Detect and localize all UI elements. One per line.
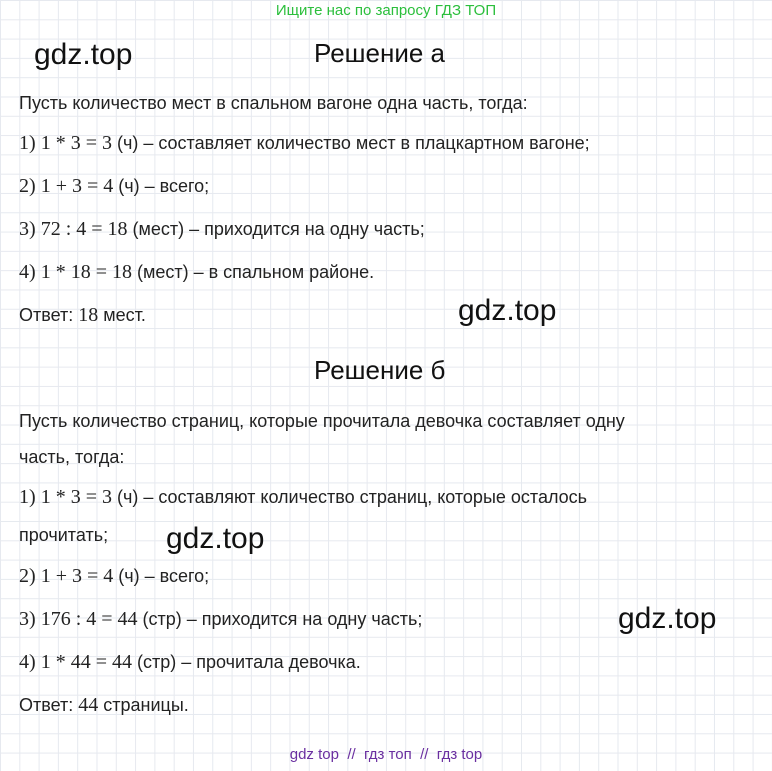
watermark: gdz.top [34, 38, 133, 71]
step-text: (ч) – всего; [113, 176, 210, 196]
section-a-step-4 [19, 261, 374, 283]
step-expression: 1 * 3 = 3 [40, 486, 112, 508]
watermark: gdz.top [458, 294, 557, 327]
section-b-intro-line-1: Пусть количество страниц, которые прочитала девочка составляет одну [19, 411, 625, 431]
step-expression: 176 : 4 = 44 [40, 608, 138, 630]
step-text: (стр) – прочитала девочка. [131, 652, 361, 672]
section-b-step-3 [19, 608, 422, 630]
step-expression: 1 * 18 = 18 [40, 261, 132, 283]
answer-value: 18 [78, 304, 99, 326]
section-a-step-2 [19, 175, 209, 197]
section-a-answer [19, 304, 146, 326]
footer-item: гдз топ [364, 746, 412, 763]
step-number: 2) [19, 175, 36, 197]
footer-separator: // [420, 746, 429, 763]
top-banner: Ищите нас по запросу ГДЗ ТОП [275, 2, 497, 19]
step-expression: 1 * 3 = 3 [40, 132, 112, 154]
step-number: 4) [19, 651, 36, 673]
step-expression: 72 : 4 = 18 [40, 218, 128, 240]
answer-label: Ответ: [19, 695, 79, 715]
step-text: (ч) – составляет количество мест в плацкартном вагоне; [111, 133, 590, 153]
footer-item: gdz top [289, 746, 339, 763]
section-a-step-3 [19, 218, 425, 240]
step-expression: 1 + 3 = 4 [40, 565, 114, 587]
section-b-step-2 [19, 565, 209, 587]
footer-separator: // [347, 746, 356, 763]
answer-unit: страницы. [98, 695, 189, 715]
step-number: 2) [19, 565, 36, 587]
step-number: 3) [19, 608, 36, 630]
answer-unit: мест. [98, 305, 146, 325]
answer-value: 44 [78, 694, 99, 716]
footer-item: гдз top [436, 746, 483, 763]
step-text: (мест) – в спальном районе. [131, 262, 375, 282]
watermark: gdz.top [618, 602, 717, 635]
step-text: (ч) – составляют количество страниц, которые осталось [111, 487, 588, 507]
section-b-step-1-continuation: прочитать; [19, 525, 109, 545]
step-text: (стр) – приходится на одну часть; [137, 609, 423, 629]
section-b-step-1 [19, 486, 587, 508]
step-number: 1) [19, 486, 36, 508]
step-number: 1) [19, 132, 36, 154]
step-expression: 1 + 3 = 4 [40, 175, 114, 197]
step-text: (ч) – всего; [113, 566, 210, 586]
section-a-step-1 [19, 132, 590, 154]
watermark: gdz.top [166, 522, 265, 555]
section-b-title: Решение б [314, 355, 446, 385]
step-expression: 1 * 44 = 44 [40, 651, 132, 673]
step-number: 4) [19, 261, 36, 283]
section-a-intro: Пусть количество мест в спальном вагоне одна часть, тогда: [19, 93, 528, 113]
step-number: 3) [19, 218, 36, 240]
section-b-answer [19, 694, 189, 716]
section-a-title: Решение а [314, 38, 446, 68]
answer-label: Ответ: [19, 305, 79, 325]
step-text: (мест) – приходится на одну часть; [127, 219, 425, 239]
footer [0, 746, 772, 763]
section-b-step-4 [19, 651, 361, 673]
section-b-intro-line-2: часть, тогда: [19, 447, 125, 467]
